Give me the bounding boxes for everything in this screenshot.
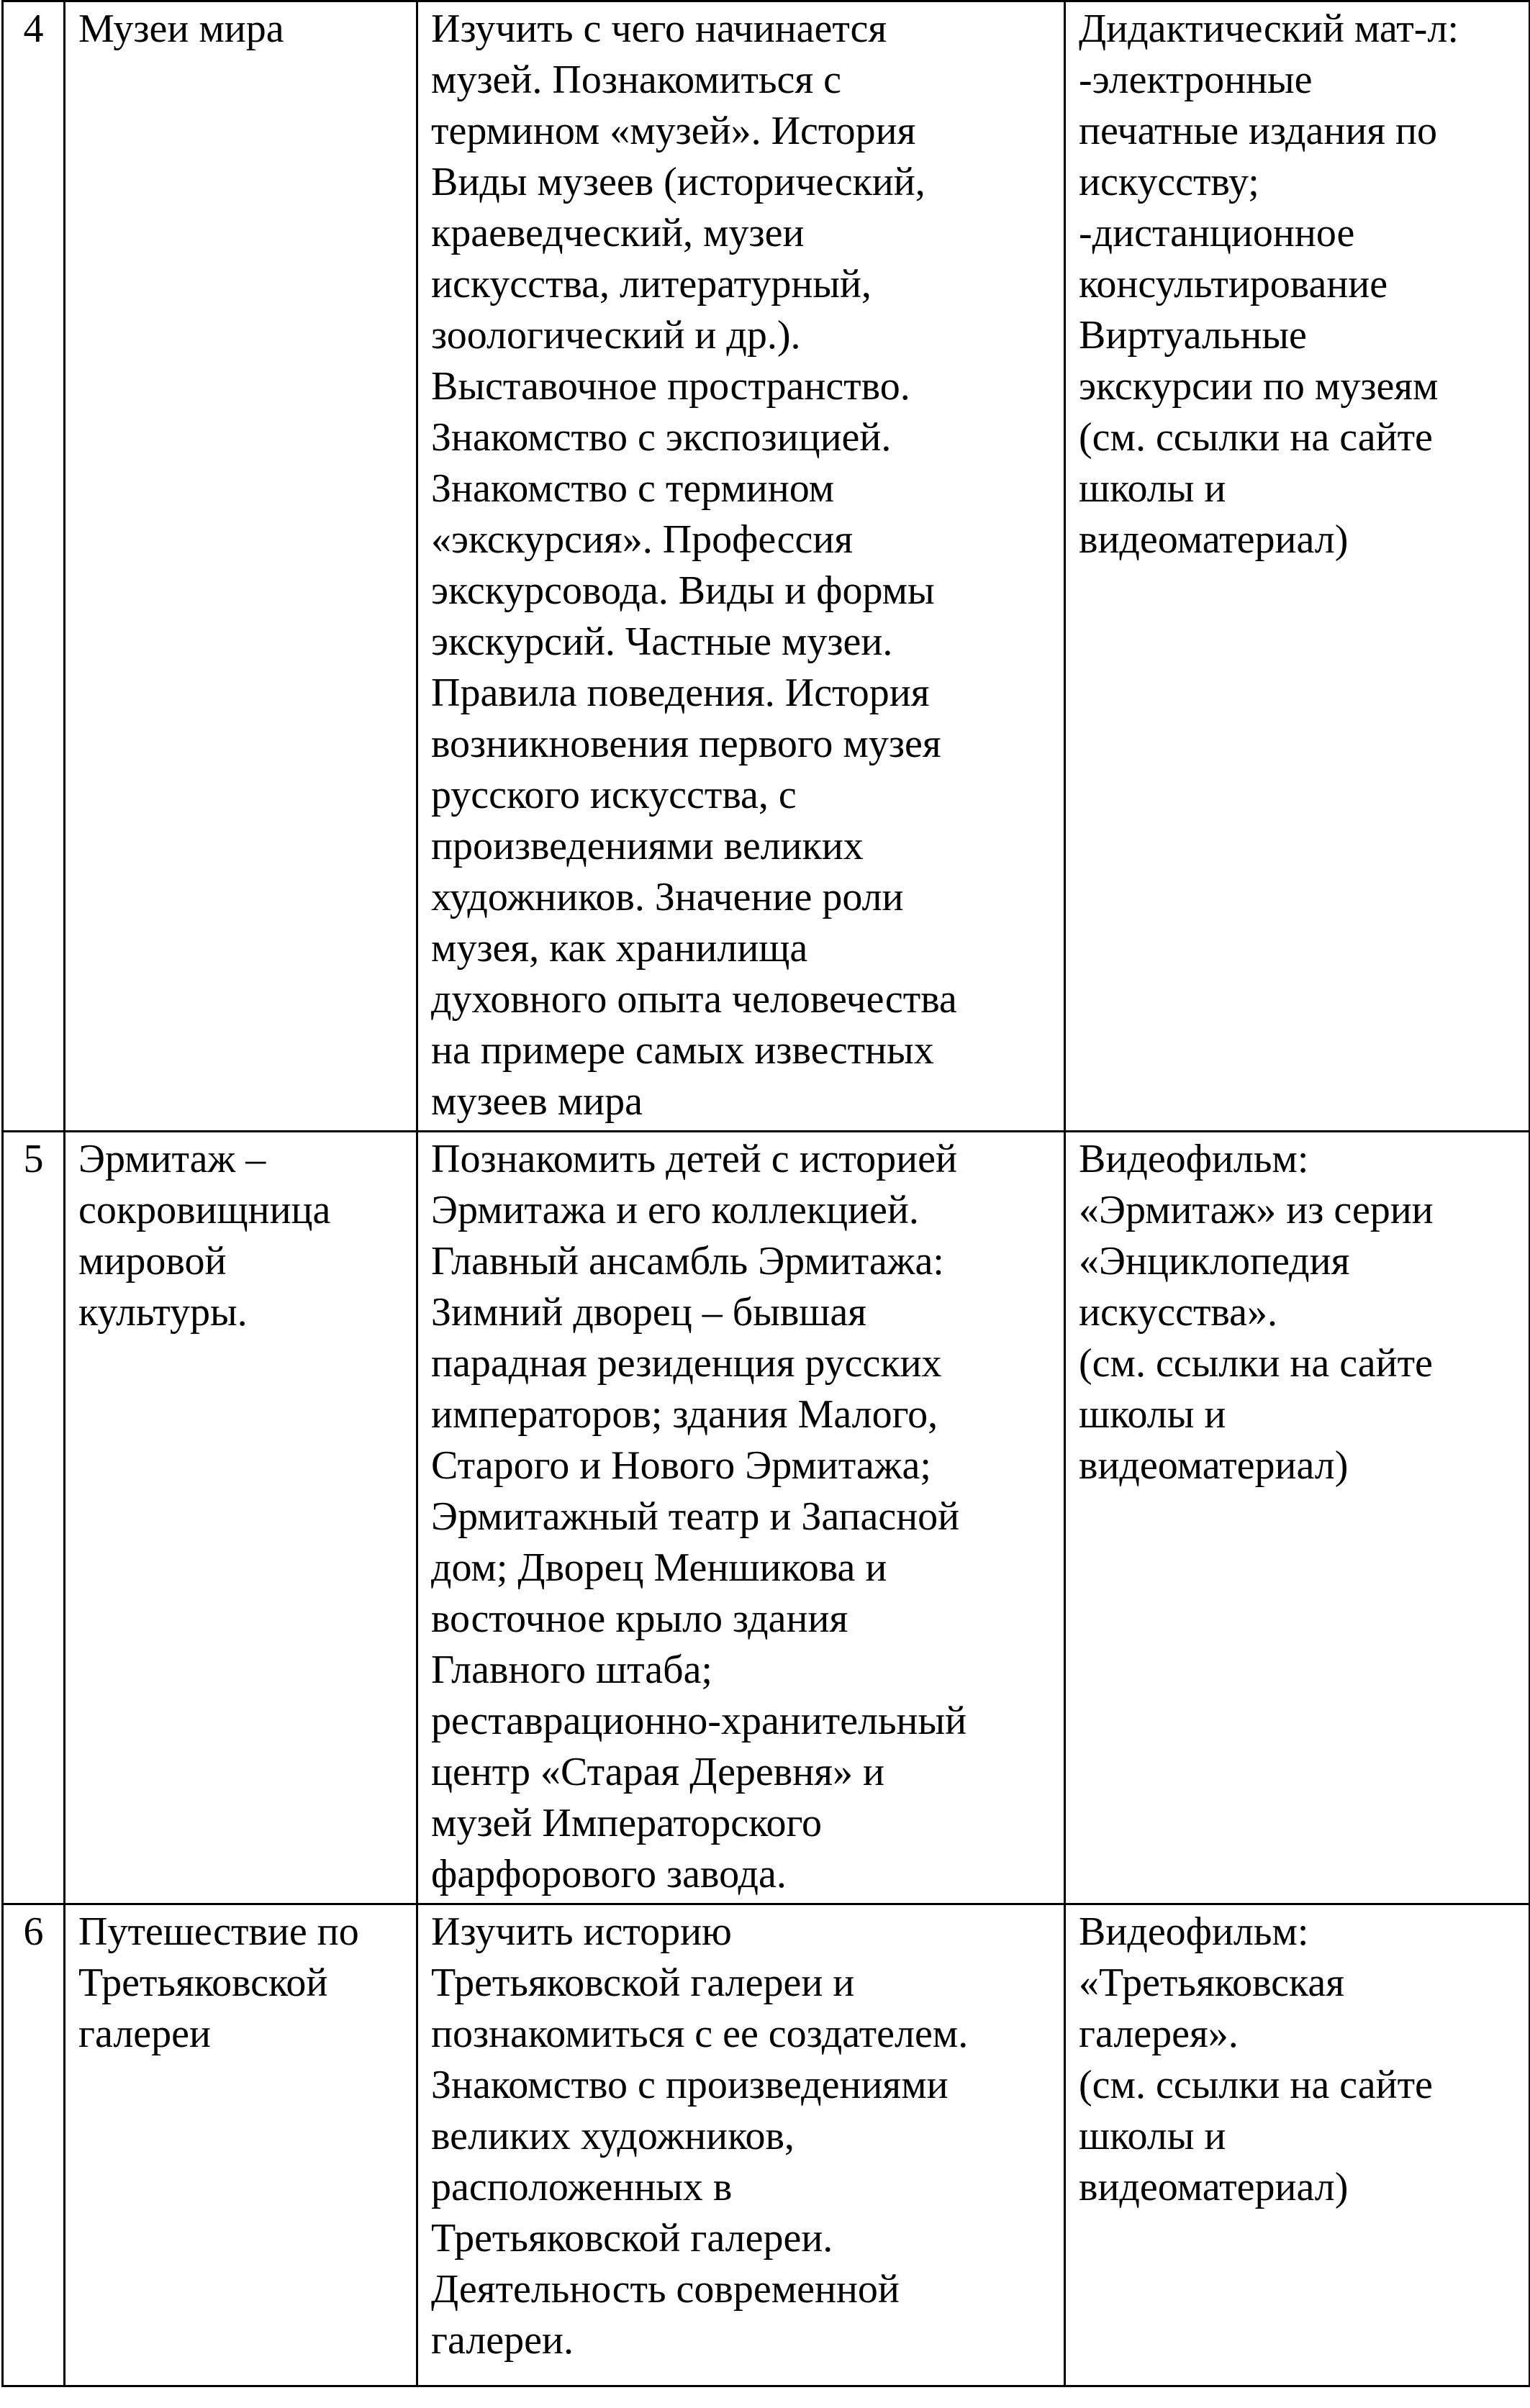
materials-line: «Энциклопедия — [1079, 1239, 1350, 1283]
content-line: Изучить историю — [431, 1909, 732, 1954]
content-line: зоологический и др.). — [431, 313, 801, 358]
content-line: императоров; здания Малого, — [431, 1392, 938, 1437]
row-number-cell — [3, 1, 65, 1132]
content-line: расположенных в — [431, 2165, 733, 2209]
materials-line: консультирование — [1079, 262, 1388, 306]
content-line: познакомиться с ее создателем. — [431, 2012, 969, 2056]
content-line: парадная резиденция русских — [431, 1341, 942, 1386]
content-line: Зимний дворец – бывшая — [431, 1290, 867, 1335]
row-number: 4 — [23, 6, 44, 51]
content-line: музеев мира — [431, 1079, 643, 1124]
topic-line: Третьяковской — [78, 1961, 328, 2005]
content-line: Эрмитажный театр и Запасной — [431, 1494, 960, 1539]
materials-line: -электронные — [1079, 58, 1313, 102]
materials-line: видеоматериал) — [1079, 2165, 1349, 2209]
topic-cell — [65, 1, 417, 1132]
content-line: дом; Дворец Меншикова и — [431, 1545, 887, 1590]
materials-line: галерея». — [1079, 2012, 1239, 2056]
content-line: Знакомство с произведениями — [431, 2063, 949, 2107]
materials-line: -дистанционное — [1079, 211, 1355, 255]
materials-line: искусству; — [1079, 160, 1259, 204]
content-line: Эрмитажа и его коллекцией. — [431, 1188, 919, 1232]
content-line: музея, как хранилища — [431, 926, 808, 971]
materials-line: «Третьяковская — [1079, 1961, 1345, 2005]
content-line: Виды музеев (исторический, — [431, 160, 925, 204]
materials-cell — [1065, 1, 1530, 1132]
content-cell — [417, 1, 1065, 1132]
content-line: музей. Познакомиться с — [431, 58, 841, 102]
content-line: искусства, литературный, — [431, 262, 872, 306]
content-line: великих художников, — [431, 2114, 795, 2158]
row-number-cell — [3, 1132, 65, 1904]
content-line: Старого и Нового Эрмитажа; — [431, 1443, 931, 1488]
content-line: экскурсий. Частные музеи. — [431, 619, 893, 664]
content-line: духовного опыта человечества — [431, 977, 957, 1022]
content-line: термином «музей». История — [431, 109, 916, 153]
content-line: на примере самых известных — [431, 1028, 934, 1073]
materials-line: Дидактический мат-л: — [1079, 6, 1459, 51]
content-cell — [417, 1904, 1065, 2386]
content-line: экскурсовода. Виды и формы — [431, 568, 935, 613]
content-line: Главный ансамбль Эрмитажа: — [431, 1239, 944, 1283]
topic-line: сокровищница — [78, 1188, 331, 1232]
row-number: 5 — [23, 1137, 44, 1181]
content-line: Правила поведения. История — [431, 671, 930, 715]
materials-line: искусства». — [1079, 1290, 1277, 1335]
content-line: Третьяковской галереи. — [431, 2216, 833, 2261]
materials-line: (см. ссылки на сайте — [1079, 415, 1433, 460]
materials-cell — [1065, 1904, 1530, 2386]
topic-cell — [65, 1904, 417, 2386]
topic-line: Эрмитаж – — [78, 1137, 266, 1181]
topic-line: Путешествие по — [78, 1909, 359, 1954]
content-line: музей Императорского — [431, 1801, 823, 1845]
content-line: фарфорового завода. — [431, 1852, 787, 1896]
content-line: Деятельность современной — [431, 2267, 900, 2312]
materials-line: видеоматериал) — [1079, 517, 1349, 562]
content-line: центр «Старая Деревня» и — [431, 1750, 884, 1794]
content-line: Третьяковской галереи и — [431, 1961, 855, 2005]
materials-line: (см. ссылки на сайте — [1079, 2063, 1433, 2107]
content-line: восточное крыло здания — [431, 1596, 848, 1641]
content-line: галереи. — [431, 2318, 574, 2363]
materials-line: экскурсии по музеям — [1079, 364, 1439, 409]
content-line: возникновения первого музея — [431, 722, 941, 766]
materials-line: школы и — [1079, 466, 1226, 511]
materials-line: печатные издания по — [1079, 109, 1438, 153]
content-cell — [417, 1132, 1065, 1904]
content-line: Познакомить детей с историей — [431, 1137, 957, 1181]
content-line: Изучить с чего начинается — [431, 6, 887, 51]
topic-line: галереи — [78, 2012, 211, 2056]
topic-line: мировой — [78, 1239, 227, 1283]
materials-line: Виртуальные — [1079, 313, 1307, 358]
materials-line: школы и — [1079, 1392, 1226, 1437]
content-line: произведениями великих — [431, 824, 864, 868]
table-row-5 — [3, 1132, 1530, 1904]
materials-line: Видеофильм: — [1079, 1909, 1309, 1954]
table-row-4 — [3, 1, 1530, 1132]
row-number: 6 — [23, 1909, 44, 1954]
topic-cell — [65, 1132, 417, 1904]
content-line: русского искусства, с — [431, 773, 797, 817]
content-line: реставрационно-хранительный — [431, 1699, 967, 1743]
table-row-6 — [3, 1904, 1530, 2386]
materials-line: школы и — [1079, 2114, 1226, 2158]
content-line: «экскурсия». Профессия — [431, 517, 854, 562]
materials-line: «Эрмитаж» из серии — [1079, 1188, 1434, 1232]
materials-line: видеоматериал) — [1079, 1443, 1349, 1488]
lesson-plan-table — [1, 0, 1530, 2387]
content-line: краеведческий, музеи — [431, 211, 805, 255]
content-line: Главного штаба; — [431, 1648, 712, 1692]
materials-line: Видеофильм: — [1079, 1137, 1309, 1181]
topic-line: культуры. — [78, 1290, 248, 1335]
content-line: Знакомство с термином — [431, 466, 835, 511]
materials-line: (см. ссылки на сайте — [1079, 1341, 1433, 1386]
content-line: Знакомство с экспозицией. — [431, 415, 892, 460]
content-line: художников. Значение роли — [431, 875, 904, 919]
row-number-cell — [3, 1904, 65, 2386]
materials-cell — [1065, 1132, 1530, 1904]
topic-line: Музеи мира — [78, 6, 284, 51]
content-line: Выставочное пространство. — [431, 364, 910, 409]
